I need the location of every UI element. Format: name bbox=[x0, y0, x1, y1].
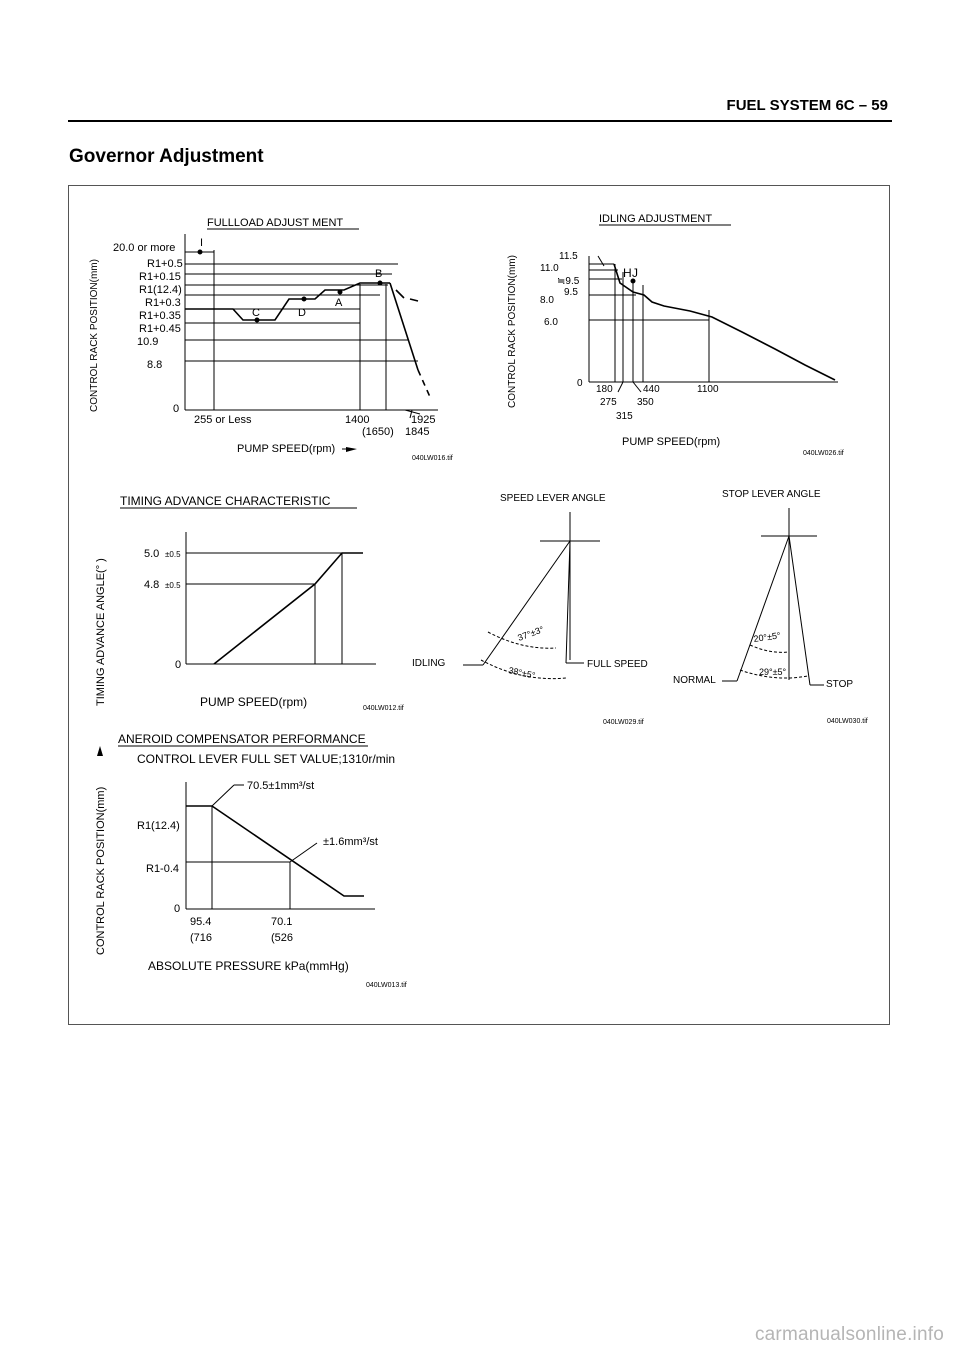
speed-lever-title: SPEED LEVER ANGLE bbox=[500, 493, 606, 504]
idling-y-label: 0 bbox=[577, 378, 583, 389]
idling-point-label: J bbox=[632, 266, 638, 280]
fullload-y-label: 20.0 or more bbox=[113, 242, 176, 254]
idling-title: IDLING ADJUSTMENT bbox=[599, 213, 713, 225]
section-title: Governor Adjustment bbox=[69, 146, 264, 167]
aneroid-x-label: 95.4 bbox=[190, 916, 212, 928]
stop-lever-diagram bbox=[673, 489, 868, 725]
aneroid-chart bbox=[95, 732, 407, 989]
stop-lever-file-ref: 040LW030.tif bbox=[827, 718, 868, 725]
idling-file-ref: 040LW026.tif bbox=[803, 450, 844, 457]
idling-y-label: 9.5 bbox=[564, 287, 578, 298]
speed-lever-angle-outer: 38°±5° bbox=[507, 665, 537, 681]
fullload-point-label: B bbox=[375, 268, 383, 280]
fullload-ylabel: CONTROL RACK POSITION(mm) bbox=[89, 259, 100, 412]
fullload-y-label: R1(12.4) bbox=[139, 284, 182, 296]
timing-ylabel: TIMING ADVANCE ANGLE(° ) bbox=[95, 558, 107, 706]
idling-point-label: H bbox=[623, 266, 632, 280]
fullload-chart bbox=[89, 217, 453, 462]
timing-tolerance: ±0.5 bbox=[165, 550, 181, 559]
aneroid-ylabel: CONTROL RACK POSITION(mm) bbox=[95, 786, 107, 955]
aneroid-y-label: 0 bbox=[174, 903, 181, 915]
stop-lever-angle-outer: 29°±5° bbox=[759, 667, 787, 677]
aneroid-annotation: 70.5±1mm³/st bbox=[247, 780, 315, 792]
aneroid-y-label: R1(12.4) bbox=[137, 820, 180, 832]
aneroid-subtitle: CONTROL LEVER FULL SET VALUE;1310r/min bbox=[137, 752, 396, 766]
stop-lever-angle-inner: 20°±5° bbox=[752, 630, 782, 644]
aneroid-file-ref: 040LW013.tif bbox=[366, 982, 407, 989]
fullload-point-label: A bbox=[335, 297, 343, 309]
aneroid-x-label: (716 bbox=[190, 932, 213, 944]
idling-x-label: 350 bbox=[637, 397, 654, 408]
timing-y-label: 0 bbox=[175, 659, 182, 671]
timing-tolerance: ±0.5 bbox=[165, 581, 181, 590]
aneroid-x-label: (526 bbox=[271, 932, 294, 944]
idling-x-label: 1100 bbox=[697, 384, 719, 395]
watermark: carmanualsonline.info bbox=[754, 1324, 944, 1345]
idling-chart bbox=[507, 213, 844, 457]
idling-x-label: 180 bbox=[596, 384, 613, 395]
fullload-y-label: R1+0.5 bbox=[147, 258, 183, 270]
speed-lever-left: IDLING bbox=[412, 658, 446, 669]
speed-lever-diagram bbox=[412, 493, 648, 726]
fullload-y-label: 0 bbox=[173, 403, 180, 415]
idling-ylabel: CONTROL RACK POSITION(mm) bbox=[507, 255, 518, 408]
idling-y-label: 11.0 bbox=[540, 263, 559, 274]
aneroid-xlabel: ABSOLUTE PRESSURE kPa(mmHg) bbox=[148, 959, 349, 973]
fullload-x-label: 1845 bbox=[405, 426, 430, 438]
fullload-point-label: C bbox=[252, 307, 260, 319]
fullload-x-label: 1400 bbox=[345, 414, 370, 426]
idling-y-label: 8.0 bbox=[540, 295, 554, 306]
fullload-file-ref: 040LW016.tif bbox=[412, 455, 453, 462]
speed-lever-right: FULL SPEED bbox=[587, 659, 648, 670]
timing-xlabel: PUMP SPEED(rpm) bbox=[200, 695, 308, 709]
aneroid-y-label: R1-0.4 bbox=[146, 863, 180, 875]
speed-lever-angle-inner: 37°±3° bbox=[516, 624, 546, 643]
fullload-x-label: 1925 bbox=[411, 414, 436, 426]
idling-y-label: 11.5 bbox=[559, 251, 578, 262]
fullload-y-label: R1+0.3 bbox=[145, 297, 181, 309]
aneroid-annotation: ±1.6mm³/st bbox=[323, 836, 378, 848]
fullload-y-label: R1+0.45 bbox=[139, 323, 181, 335]
fullload-y-label: 10.9 bbox=[137, 336, 159, 348]
stop-lever-left: NORMAL bbox=[673, 675, 716, 686]
fullload-x-label: (1650) bbox=[362, 426, 394, 438]
timing-y-label: 5.0 bbox=[144, 548, 160, 560]
fullload-y-label: R1+0.35 bbox=[139, 310, 181, 322]
idling-y-label: 6.0 bbox=[544, 317, 558, 328]
fullload-point-label: I bbox=[200, 237, 204, 249]
fullload-point-label: D bbox=[298, 307, 306, 319]
idling-y-label: ≒9.5 bbox=[557, 276, 580, 287]
timing-file-ref: 040LW012.tif bbox=[363, 705, 404, 712]
idling-xlabel: PUMP SPEED(rpm) bbox=[622, 436, 721, 448]
stop-lever-right: STOP bbox=[826, 679, 854, 690]
timing-title: TIMING ADVANCE CHARACTERISTIC bbox=[120, 494, 331, 508]
running-head: FUEL SYSTEM 6C – 59 bbox=[726, 97, 888, 114]
fullload-title: FULLLOAD ADJUST MENT bbox=[207, 217, 344, 229]
timing-y-label: 4.8 bbox=[144, 579, 160, 591]
idling-x-label: 315 bbox=[616, 411, 633, 422]
timing-chart bbox=[95, 494, 404, 712]
idling-x-label: 275 bbox=[600, 397, 617, 408]
idling-x-label: 440 bbox=[643, 384, 660, 395]
aneroid-x-label: 70.1 bbox=[271, 916, 293, 928]
fullload-y-label: 8.8 bbox=[147, 359, 163, 371]
aneroid-title: ANEROID COMPENSATOR PERFORMANCE bbox=[118, 732, 366, 746]
fullload-xlabel: PUMP SPEED(rpm) bbox=[237, 443, 336, 455]
fullload-y-label: R1+0.15 bbox=[139, 271, 181, 283]
stop-lever-title: STOP LEVER ANGLE bbox=[722, 489, 821, 500]
fullload-x-label: 255 or Less bbox=[194, 414, 252, 426]
speed-lever-file-ref: 040LW029.tif bbox=[603, 719, 644, 726]
